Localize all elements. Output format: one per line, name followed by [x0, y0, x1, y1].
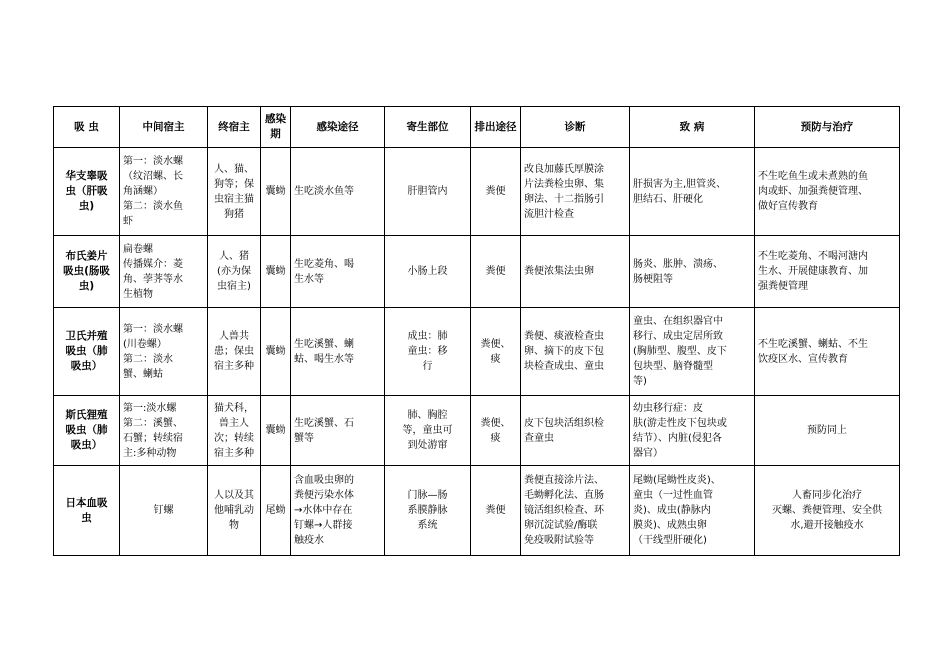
header-diagnosis: 诊断 [521, 107, 630, 148]
cell-line: 尾蚴(尾蚴性皮炎)、 [633, 475, 721, 486]
cell-line: 查童虫 [524, 432, 554, 444]
intermediate-host-cell [120, 308, 208, 396]
cell-line: 等) [633, 376, 647, 387]
parasitic-site-cell: 肝胆管内 [385, 148, 471, 236]
cell-line: 等，童虫可 [402, 425, 453, 436]
cell-line: 不生吃菱角、不喝河溏内 [758, 251, 868, 262]
cell-line: 第二：淡水 [123, 353, 173, 365]
cell-line: 粪便、痰液检查虫 [524, 331, 604, 342]
cell-line: 虫) [78, 280, 95, 292]
parasitic-site-cell: 小肠上段 [385, 236, 471, 308]
cell-line: 狗猪 [224, 208, 244, 220]
cell-line: 狗等；保 [214, 178, 254, 190]
parasite-name-cell [54, 396, 120, 466]
cell-line: 吸虫） [70, 439, 103, 451]
cell-line: 膜炎)、成熟虫卵 [633, 520, 707, 531]
cell-line: 镜活组织检查、环 [524, 505, 604, 516]
cell-line: 卵、摘下的皮下包 [524, 346, 604, 357]
prevention-cell [755, 466, 900, 556]
infection-route-cell [291, 236, 385, 308]
intermediate-host-cell [120, 148, 208, 236]
cell-line: 肝损害为主,胆管炎、 [633, 178, 727, 190]
cell-line: 粪便、 [480, 417, 511, 429]
cell-line: 强粪便管理 [758, 281, 808, 292]
cell-line: 传播媒介：菱 [123, 258, 183, 270]
cell-line: (胸肺型、腹型、皮下 [633, 346, 727, 357]
cell-line: 次；转续 [214, 432, 254, 444]
cell-line: 粪便污染水体 [294, 490, 354, 501]
infective-stage-cell: 尾蚴 [261, 466, 291, 556]
cell-line: 蟹等 [294, 432, 314, 444]
table-row [54, 396, 900, 466]
exit-route-cell: 粪便 [471, 236, 521, 308]
cell-line: 吸虫（肺 [65, 424, 108, 436]
cell-line: 移行、成虫定居所致 [633, 331, 723, 342]
cell-line: 肤(游走性皮下包块或 [633, 417, 727, 429]
cell-line: 他哺乳动 [214, 505, 254, 516]
cell-line: 吸虫(肠吸 [63, 265, 110, 277]
cell-line: 童虫（一过性血管 [633, 490, 713, 501]
cell-line: 生水等 [294, 273, 324, 285]
diagnosis-cell [521, 466, 630, 556]
exit-route-cell [471, 308, 521, 396]
header-intermediate-host: 中间宿主 [120, 107, 208, 148]
cell-line: 炎)、成虫(静脉内 [633, 505, 711, 516]
cell-line: 第一：淡水螺 [123, 323, 183, 335]
parasite-name-cell [54, 308, 120, 396]
cell-line: 免疫吸附试验等 [524, 535, 594, 546]
cell-line: 肺、胸腔 [407, 410, 448, 421]
cell-line: 触疫水 [294, 535, 324, 546]
cell-line: （干线型肝硬化) [633, 535, 707, 546]
cell-line: 童虫：移 [407, 346, 448, 357]
cell-line: 第一:淡水螺 [123, 402, 177, 414]
parasite-name-cell [54, 236, 120, 308]
final-host-cell [208, 466, 261, 556]
cell-line: 灭螺、粪便管理、安全供 [772, 505, 882, 516]
cell-line: 肠炎、胀肿、溃疡、 [633, 258, 723, 270]
intermediate-host-cell: 钉螺 [120, 466, 208, 556]
infective-stage-cell: 囊蚴 [261, 148, 291, 236]
cell-line: 日本血吸 [65, 496, 108, 509]
cell-line: 不生吃鱼生或未煮熟的鱼 [758, 171, 868, 182]
cell-line: 毛蚴孵化法、直肠 [524, 490, 604, 501]
intermediate-host-cell [120, 236, 208, 308]
cell-line: 宿主多种 [214, 447, 254, 459]
prevention-cell: 预防同上 [755, 396, 900, 466]
cell-line: 卵法、十二指肠引 [524, 193, 604, 205]
infection-route-cell [291, 466, 385, 556]
parasite-table [53, 106, 900, 556]
exit-route-cell: 粪便 [471, 148, 521, 236]
exit-route-cell: 粪便 [471, 466, 521, 556]
cell-line: 门脉—肠 [407, 490, 448, 501]
header-prevention-treatment: 预防与治疗 [755, 107, 900, 148]
diagnosis-cell [521, 308, 630, 396]
cell-line: 含血吸虫卵的 [294, 475, 354, 486]
parasitic-site-cell [385, 396, 471, 466]
cell-line: 系膜静脉 [407, 505, 448, 516]
cell-line: 流胆汁检查 [524, 208, 574, 220]
cell-line: 人畜同步化治疗 [792, 490, 862, 501]
prevention-cell [755, 308, 900, 396]
final-host-cell [208, 148, 261, 236]
cell-line: 猫犬科， [214, 402, 254, 414]
cell-line: 第二：淡水鱼 [123, 201, 183, 212]
header-infective-stage: 感染期 [261, 107, 291, 148]
table-row [54, 308, 900, 396]
pathogenesis-cell [630, 396, 755, 466]
cell-line: 不生吃溪蟹、蝲蛄、不生 [758, 338, 868, 350]
cell-line: 物 [229, 520, 239, 531]
cell-line: 粪便、 [480, 338, 511, 350]
cell-line: 做好宣传教育 [758, 201, 818, 212]
cell-line: 虫（肝吸 [65, 185, 108, 197]
cell-line: 虾 [123, 216, 133, 227]
header-parasite: 吸 虫 [54, 107, 120, 148]
cell-line: 吸虫） [70, 360, 103, 372]
cell-line: 主:多种动物 [123, 447, 177, 459]
cell-line: 兽主人 [219, 417, 249, 429]
header-final-host: 终宿主 [208, 107, 261, 148]
cell-line: 粪便直接涂片法、 [524, 475, 604, 486]
cell-line: 痰 [490, 353, 501, 365]
table-row [54, 236, 900, 308]
cell-line: 肉或虾、加强粪便管理、 [758, 186, 868, 197]
cell-line: 生植物 [123, 288, 153, 300]
cell-line: 第二：溪蟹、 [123, 417, 183, 429]
cell-line: 布氏姜片 [65, 250, 108, 262]
final-host-cell [208, 236, 261, 308]
cell-line: 人以及其 [214, 490, 254, 501]
infective-stage-cell: 囊蚴 [261, 308, 291, 396]
cell-line: 人、猫、 [214, 163, 254, 175]
header-infection-route: 感染途径 [291, 107, 385, 148]
cell-line: 成虫：肺 [407, 331, 448, 342]
pathogenesis-cell [630, 466, 755, 556]
cell-line: 结节）、内脏(侵犯各 [633, 432, 722, 444]
cell-line: 吸虫（肺 [65, 345, 108, 357]
cell-line: 角涵螺） [123, 186, 163, 197]
infective-stage-cell: 囊蚴 [261, 236, 291, 308]
cell-line: (亦为保 [217, 266, 251, 277]
cell-line: 第一：淡水螺 [123, 156, 183, 167]
pathogenesis-cell [630, 236, 755, 308]
infection-route-cell [291, 396, 385, 466]
prevention-cell [755, 148, 900, 236]
cell-line: 包块型、脑脊髓型 [633, 361, 713, 372]
cell-line: 行 [422, 361, 433, 372]
cell-line: 患；保虫 [214, 346, 254, 357]
cell-line: 饮疫区水、宣传教育 [758, 353, 848, 365]
cell-line: 卵沉淀试验/酶联 [524, 520, 598, 531]
intermediate-host-cell [120, 396, 208, 466]
final-host-cell [208, 308, 261, 396]
cell-line: 蟹、蝲蛄 [123, 368, 163, 380]
cell-line: 石蟹；转续宿 [123, 432, 183, 444]
parasite-name-cell [54, 148, 120, 236]
cell-line: 器官） [633, 447, 663, 459]
cell-line: 虫宿主) [217, 281, 251, 292]
parasite-name-cell [54, 466, 120, 556]
cell-line: 生吃溪蟹、石 [294, 417, 354, 429]
final-host-cell [208, 396, 261, 466]
header-pathogenesis: 致 病 [630, 107, 755, 148]
cell-line: 钉螺→人群接 [294, 520, 353, 531]
cell-line: 皮下包块活组织检 [524, 417, 604, 429]
cell-line: 胆结石、肝硬化 [633, 193, 703, 205]
cell-line: 生吃溪蟹、蝲 [294, 338, 354, 350]
cell-line: 水,避开接触疫水 [790, 520, 864, 531]
infective-stage-cell: 囊蚴 [261, 396, 291, 466]
cell-line: 虫宿主猫 [214, 193, 254, 205]
cell-line: (川卷螺） [123, 338, 167, 350]
cell-line: →水体中存在 [294, 505, 353, 516]
cell-line: 斯氏狸殖 [65, 409, 108, 421]
pathogenesis-cell [630, 308, 755, 396]
cell-line: 卫氏并殖 [65, 330, 108, 342]
cell-line: 肠梗阻等 [633, 273, 673, 285]
cell-line: 生吃菱角、喝 [294, 258, 354, 270]
cell-line: 人、猪 [219, 251, 249, 262]
table-row [54, 148, 900, 236]
parasitic-site-cell [385, 466, 471, 556]
diagnosis-cell [521, 396, 630, 466]
pathogenesis-cell [630, 148, 755, 236]
cell-line: 系统 [417, 520, 438, 531]
cell-line: 片法粪检虫卵、集 [524, 178, 604, 190]
parasitic-site-cell [385, 308, 471, 396]
infection-route-cell: 生吃淡水鱼等 [291, 148, 385, 236]
cell-line: 扁卷螺 [123, 243, 153, 255]
header-parasitic-site: 寄生部位 [385, 107, 471, 148]
diagnosis-cell: 粪便浓集法虫卵 [521, 236, 630, 308]
cell-line: 块检查成虫、童虫 [524, 361, 604, 372]
exit-route-cell [471, 396, 521, 466]
cell-line: （纹沼螺、长 [123, 171, 183, 182]
cell-line: 蛄、喝生水等 [294, 353, 354, 365]
cell-line: 人兽共 [219, 331, 249, 342]
cell-line: 痰 [490, 432, 501, 444]
cell-line: 虫) [78, 200, 95, 212]
header-exit-route: 排出途径 [471, 107, 521, 148]
table-row [54, 466, 900, 556]
cell-line: 童虫、在组织器官中 [633, 316, 723, 327]
cell-line: 幼虫移行症：皮 [633, 402, 703, 414]
header-row [54, 107, 900, 148]
cell-line: 华支睾吸 [65, 170, 108, 182]
infection-route-cell [291, 308, 385, 396]
cell-line: 虫 [81, 511, 92, 524]
diagnosis-cell [521, 148, 630, 236]
cell-line: 角、荸荠等水 [123, 273, 183, 285]
cell-line: 到处游窜 [407, 440, 448, 451]
cell-line: 宿主多种 [214, 361, 254, 372]
cell-line: 生水、开展健康教育、加 [758, 266, 868, 277]
prevention-cell [755, 236, 900, 308]
cell-line: 改良加藤氏厚膜涂 [524, 163, 604, 175]
